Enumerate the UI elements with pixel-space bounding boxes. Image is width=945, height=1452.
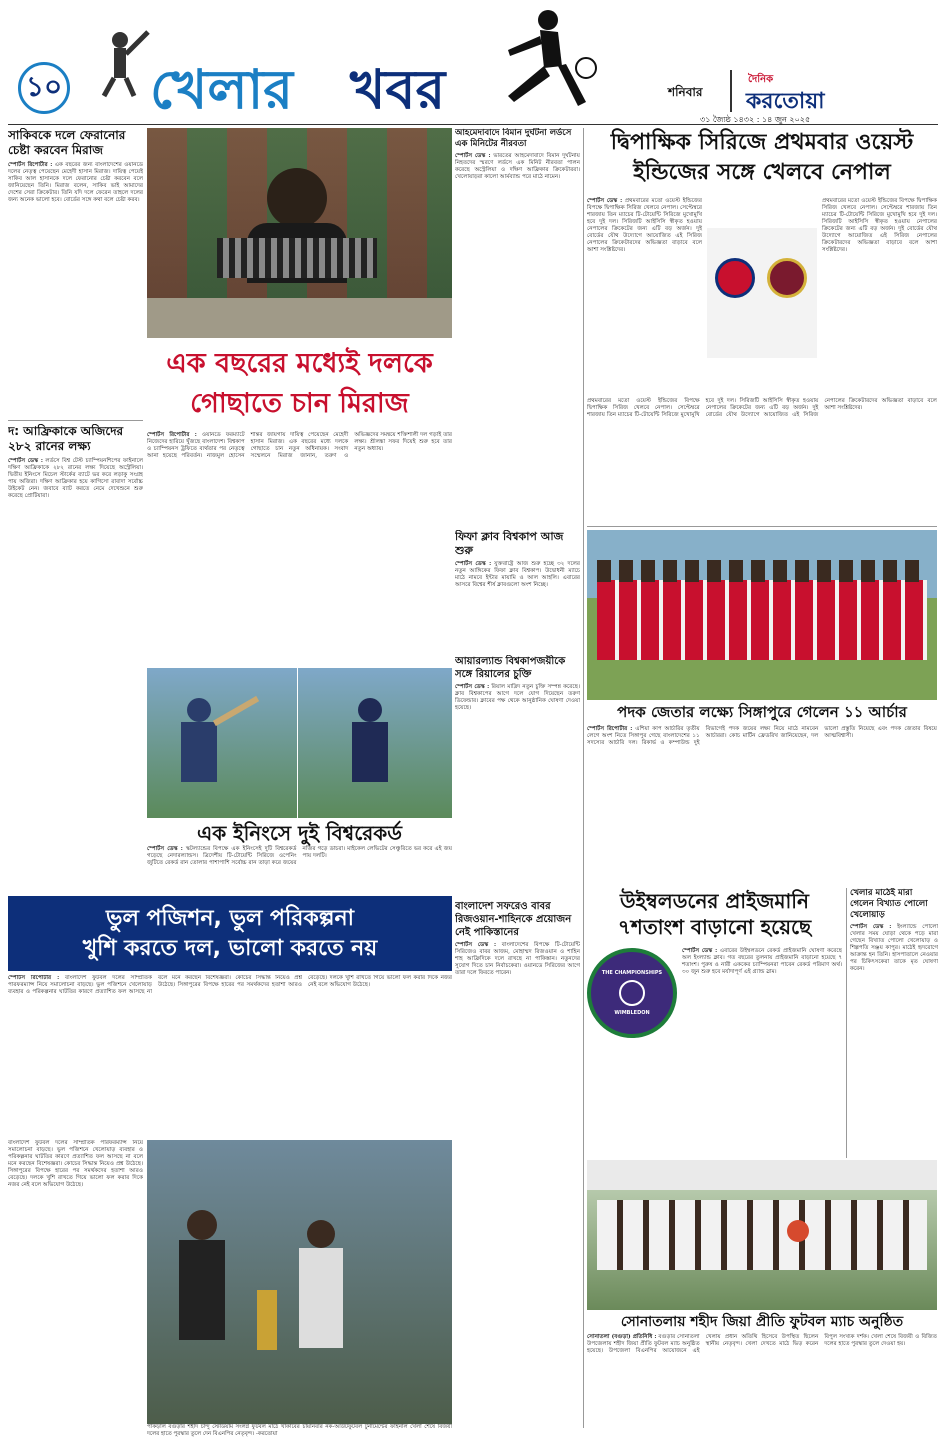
body-text: বগুড়ার সোনাতলা উপজেলায় শহীদ জিয়া প্রীতি ফুটবল ম্যাচ অনুষ্ঠিত হয়েছে। উপজেলা বিএনপির আয়োজনে এই খেলায় প্রধান অতিথি হিসেবে উপস্থিত ছিলেন স্থানীয় নেতৃবৃন্দ। খেলা দেখতে মাঠে ভিড় করেন বিপুল সংখ্যক দর্শক। খেলা শেষে বিজয়ী ও বিজিত দলের হাতে পুরস্কার তুলে দেওয়া হয়। bbox=[587, 1334, 937, 1354]
article-ad-side bbox=[8, 1140, 143, 1440]
wimbledon-logo-bottom: WIMBLEDON bbox=[614, 1010, 650, 1016]
masthead-title-part2: খবর bbox=[350, 58, 446, 121]
article-nepal bbox=[587, 128, 937, 526]
body-text: স্কটল্যান্ডের বিপক্ষে এক ইনিংসেই দুটি বিশ্বরেকর্ড গড়েছে নেদারল্যান্ডস। ত্রিদেশীয় টি-টোয়েন্টি সিরিজে ওপেনিং জুটিতে রেকর্ড রান তোলার পাশাপাশি সর্বোচ্চ রান তাড়া করে জয়ের নজির গড়ে ডাচরা। মাইকেল লেভিটের সেঞ্চুরিতে ভর করে এই জয় পায় দলটি। bbox=[147, 846, 452, 866]
ad-line1: ভুল পজিশন, ভুল পরিকল্পনা bbox=[106, 905, 354, 931]
wicketkeeper-photo bbox=[298, 668, 452, 818]
body-text: বাংলাদেশের বিপক্ষে টি-টোয়েন্টি সিরিজেও বাবর আজম, মোহাম্মদ রিজওয়ান ও শাহিন শাহ আফ্রিদিকে দলে রাখছে না পাকিস্তান। নতুনদের সুযোগ দিতে চান নির্বাচকেরা। ওয়ানডে সিরিজের আগে তারা দলে ফিরতে পারেন। bbox=[455, 942, 580, 976]
trophy-ceremony-photo bbox=[147, 1140, 452, 1424]
nepal-flag-icon bbox=[715, 258, 755, 298]
page-number-badge bbox=[18, 62, 70, 114]
page-number: ১০ bbox=[25, 69, 63, 103]
body-text: যুক্তরাষ্ট্রে আজ শুরু হচ্ছে ৩২ দলের নতুন আঙ্গিকের ফিফা ক্লাব বিশ্বকাপ। উদ্বোধনী ম্যাচে মাঠে নামবে ইন্টার মায়ামি ও আল আহলি। এবারের আসরে বিশ্বের শীর্ষ ক্লাবগুলো অংশ নিচ্ছে। bbox=[455, 561, 580, 588]
body-text: এক বছরের জন্য বাংলাদেশের ওয়ানডে দলের নেতৃত্ব পেয়েছেন মেহেদী হাসান মিরাজ। দায়িত্ব পেয়েই সাকিব আল হাসানকে দলে ফেরানোর চেষ্টা করবেন বলে জানিয়েছেন তিনি। মিরাজ বলেন, সাকিব ভাই আমাদের দেশের সেরা ক্রিকেটার। তিনি যদি দলে ফেরেন তাহলে দলের জন্য অনেক ভালো হবে। বোর্ডের সঙ্গে কথা বলে চেষ্টা করব। bbox=[8, 162, 143, 203]
brand-prefix: দৈনিক bbox=[748, 74, 774, 85]
masthead-date: ৩১ জ্যৈষ্ঠ ১৪৩২ : ১৪ জুন ২০২৫ bbox=[700, 115, 811, 124]
masthead-title-part1: খেলার bbox=[150, 58, 293, 121]
headline: খেলার মাঠেই মারা গেলেন বিখ্যাত পোলো খেলোয়াড় bbox=[850, 888, 928, 920]
byline: স্পোর্টস ডেস্ক : bbox=[8, 458, 43, 464]
body-text-cont: প্রথমবারের মতো ওয়েস্ট ইন্ডিজের বিপক্ষে দ্বিপাক্ষিক সিরিজ খেলবে নেপাল। সেপ্টেম্বরে শারজায় তিন ম্যাচের টি-টোয়েন্টি সিরিজে মুখোমুখি হবে দুই দল। সিরিজটি আইসিসি স্বীকৃত হওয়ায় নেপালের ক্রিকেটের জন্য এটি বড় অর্জন। দুই বোর্ডের যৌথ উদ্যোগে আয়োজিত এই সিরিজ নেপালের ক্রিকেটারদের অভিজ্ঞতা বাড়াবে বলে আশা সংশ্লিষ্টদের। bbox=[822, 198, 937, 253]
article-record bbox=[147, 820, 452, 898]
article-ireland bbox=[455, 655, 580, 835]
headline: দ: আফ্রিকাকে অজিদের ২৮২ রানের লক্ষ্য bbox=[8, 424, 124, 453]
headline: আয়ারল্যান্ড বিশ্বকাপজয়ীকে সঙ্গে রিয়ালের চুক্তি bbox=[455, 656, 566, 680]
article-ad-body bbox=[8, 975, 452, 1135]
person-silhouette bbox=[267, 168, 327, 228]
article-sa bbox=[8, 424, 143, 894]
ad-banner bbox=[8, 896, 452, 971]
byline: সোনাতলা (বগুড়া) প্রতিনিধি : bbox=[587, 1334, 657, 1340]
flags-graphic bbox=[707, 228, 817, 358]
ad-line2: খুশি করতে দল, ভালো করতে নয় bbox=[82, 935, 378, 961]
tennis-racket-icon bbox=[619, 980, 645, 1006]
article-bangladesh bbox=[455, 900, 580, 1420]
cricket-player-icon bbox=[90, 28, 150, 98]
wimbledon-logo bbox=[587, 948, 677, 1038]
masthead bbox=[0, 0, 945, 125]
byline: স্পোর্টস রিপোর্টার : bbox=[8, 975, 60, 981]
headline: এক বছরের মধ্যেই দলকে গোছাতে চান মিরাজ bbox=[166, 348, 433, 419]
headline: দ্বিপাক্ষিক সিরিজে প্রথমবার ওয়েস্ট ইন্ডিজের সঙ্গে খেলবে নেপাল bbox=[610, 130, 914, 185]
byline: স্পোর্টস ডেস্ক : bbox=[147, 846, 183, 852]
article-sonatala bbox=[587, 1312, 937, 1447]
body-text: এবারের উইম্বলডনে রেকর্ড প্রাইজমানি ঘোষণা করেছে অল ইংল্যান্ড ক্লাব। গত বছরের তুলনায় প্রাইজমানি বাড়ানো হয়েছে ৭ শতাংশ। পুরুষ ও নারী এককের চ্যাম্পিয়নরা পাবেন রেকর্ড পরিমাণ অর্থ। ৩০ জুন শুরু হবে মর্যাদাপূর্ণ এই গ্র্যান্ড স্লাম। bbox=[682, 948, 842, 975]
article-lords bbox=[455, 128, 580, 268]
headline: বাংলাদেশ সফরেও বাবর রিজওয়ান-শাহিনকে প্রয়োজন নেই পাকিস্তানের bbox=[455, 901, 572, 938]
byline: স্পোর্টস ডেস্ক : bbox=[587, 198, 623, 204]
miraz-press-photo bbox=[147, 128, 452, 338]
archery-team-photo bbox=[587, 530, 937, 700]
article-wimbledon bbox=[587, 888, 842, 1158]
byline: স্পোর্টস ডেস্ক : bbox=[682, 948, 718, 954]
headline: সাকিবকে দলে ফেরানোর চেষ্টা করবেন মিরাজ bbox=[8, 128, 126, 157]
byline: স্পোর্টস রিপোর্টার : bbox=[587, 726, 633, 732]
byline: স্পোর্টস ডেস্ক : bbox=[455, 942, 497, 948]
byline: স্পোর্টস রিপোর্টার : bbox=[8, 162, 53, 168]
rosette-icon bbox=[787, 1220, 809, 1242]
article-miraz bbox=[147, 340, 452, 655]
article-fifa bbox=[455, 530, 580, 640]
body-text: এশিয়া কাপ আর্চারির তৃতীয় লেগে অংশ নিতে সিঙ্গাপুর গেছে বাংলাদেশের ১১ সদস্যের আর্চারি দল। রিকার্ভ ও কম্পাউন্ড দুই বিভাগেই পদক জয়ের লক্ষ্য নিয়ে মাঠে নামবেন আর্চাররা। কোচ মার্টিন ফ্রেডরিখ জানিয়েছেন, দল ভালো প্রস্তুতি নিয়েছে এবং পদক জেতার বিষয়ে আত্মবিশ্বাসী। bbox=[587, 726, 937, 746]
microphones bbox=[217, 238, 377, 278]
wimbledon-logo-top: THE CHAMPIONSHIPS bbox=[601, 970, 663, 976]
body-text: বাংলাদেশ ফুটবল দলের সাম্প্রতিক পারফরম্যান্স নিয়ে সমালোচনা বাড়ছে। ভুল পজিশনে খেলোয়াড় ব্যবহার ও পরিকল্পনার ঘাটতির কারণে প্রত্যাশিত ফল আসছে না বলে মনে করছেন বিশেষজ্ঞরা। কোচের সিদ্ধান্ত নিয়েও প্রশ্ন উঠেছে। সিঙ্গাপুরের বিপক্ষে হারের পর সমর্থকদের হতাশা আরও বেড়েছে। দলকে খুশি রাখতে গিয়ে ভালো ফল করার দিকে নজর নেই বলে অভিযোগ উঠেছে। bbox=[8, 975, 452, 995]
footballer-icon bbox=[478, 6, 598, 118]
headline: এক ইনিংসে দুই বিশ্বরেকর্ড bbox=[197, 821, 402, 845]
masthead-day: শনিবার bbox=[668, 85, 703, 99]
sonatala-event-photo bbox=[587, 1160, 937, 1310]
trophy bbox=[257, 1290, 277, 1350]
headline: সোনাতলায় শহীদ জিয়া প্রীতি ফুটবল ম্যাচ অনুষ্ঠিত bbox=[620, 1314, 904, 1330]
article-polo bbox=[846, 888, 938, 1158]
headline: আহমেদাবাদে বিমান দুর্ঘটনা লর্ডসে এক মিনিটের নীরবতা bbox=[455, 128, 572, 149]
caption-text: পাকড়াল বগুড়ার শহীদ চান্দু স্টেডিয়াম সংলগ্ন ফুটবল মাঠে খাকাবের চায়ানবার নক-আউটফুটবল টুর্নামেন্টের ফাইনাল খেলা শেষে বিজয়ী দলের হাতে পুরস্কার তুলে দেন বিএনপির নেতৃবৃন্দ। bbox=[147, 1424, 452, 1437]
body-text: ইংল্যান্ডে পোলো খেলার সময় ঘোড়া থেকে পড়ে মারা গেছেন বিখ্যাত পোলো খেলোয়াড় ও শিল্পপতি সঞ্জয় কাপুর। মাঠেই হৃদরোগে আক্রান্ত হন তিনি। হাসপাতালে নেওয়ার পর চিকিৎসকেরা তাকে মৃত ঘোষণা করেন। bbox=[850, 924, 938, 972]
headline: উইম্বলডনের প্রাইজমানি ৭শতাংশ বাড়ানো হয়েছে bbox=[617, 889, 812, 939]
body-text: রিয়াল মাদ্রিদ নতুন চুক্তি সম্পন্ন করেছে। ক্লাব বিশ্বকাপের আগে দলে যোগ দিয়েছেন তরুণ ডিফেন্ডার। ক্লাবের পক্ষ থেকে আনুষ্ঠানিক ঘোষণা দেওয়া হয়েছে। bbox=[455, 684, 580, 711]
body-text: বাংলাদেশ ফুটবল দলের সাম্প্রতিক পারফরম্যান্স নিয়ে সমালোচনা বাড়ছে। ভুল পজিশনে খেলোয়াড় ব্যবহার ও পরিকল্পনার ঘাটতির কারণে প্রত্যাশিত ফল আসছে না বলে মনে করছেন বিশেষজ্ঞরা। কোচের সিদ্ধান্ত নিয়েও প্রশ্ন উঠেছে। সিঙ্গাপুরের বিপক্ষে হারের পর সমর্থকদের হতাশা আরও বেড়েছে। দলকে খুশি রাখতে গিয়ে ভালো ফল করার দিকে নজর নেই বলে অভিযোগ উঠেছে। bbox=[8, 1140, 143, 1188]
article-archer bbox=[587, 702, 937, 887]
caption-credit: -করতোয়া bbox=[255, 1431, 278, 1437]
byline: স্পোর্টস ডেস্ক : bbox=[455, 684, 490, 690]
body-text: লর্ডসে বিশ্ব টেস্ট চ্যাম্পিয়নশিপের ফাইনালে দক্ষিণ আফ্রিকাকে ২৮২ রানের লক্ষ্য দিয়েছে অস্ট্রেলিয়া। দ্বিতীয় ইনিংসে মিচেল স্টার্কের ব্যাটে ভর করে লড়াকু সংগ্রহ পায় অজিরা। দক্ষিণ আফ্রিকার হয়ে কাগিসো রাবাদা সর্বোচ্চ উইকেট নেন। জবাবে ব্যাট করতে নেমে দেখেশুনে শুরু করেছে প্রোটিয়ারা। bbox=[8, 458, 143, 499]
cricket-batting-photo bbox=[147, 668, 297, 818]
westindies-flag-icon bbox=[767, 258, 807, 298]
byline: স্পোর্টস ডেস্ক : bbox=[455, 153, 491, 159]
brand-name: করতোয়া bbox=[746, 89, 825, 114]
body-text-more: প্রথমবারের মতো ওয়েস্ট ইন্ডিজের বিপক্ষে দ্বিপাক্ষিক সিরিজ খেলবে নেপাল। সেপ্টেম্বরে শারজায় তিন ম্যাচের টি-টোয়েন্টি সিরিজে মুখোমুখি হবে দুই দল। সিরিজটি আইসিসি স্বীকৃত হওয়ায় নেপালের ক্রিকেটের জন্য এটি বড় অর্জন। দুই বোর্ডের যৌথ উদ্যোগে আয়োজিত এই সিরিজ নেপালের ক্রিকেটারদের অভিজ্ঞতা বাড়াবে বলে আশা সংশ্লিষ্টদের। bbox=[587, 398, 937, 418]
headline: পদক জেতার লক্ষ্যে সিঙ্গাপুরে গেলেন ১১ আর্চার bbox=[617, 703, 907, 721]
body-text: প্রথমবারের মতো ওয়েস্ট ইন্ডিজের বিপক্ষে দ্বিপাক্ষিক সিরিজ খেলবে নেপাল। সেপ্টেম্বরে শারজায় তিন ম্যাচের টি-টোয়েন্টি সিরিজে মুখোমুখি হবে দুই দল। সিরিজটি আইসিসি স্বীকৃত হওয়ায় নেপালের ক্রিকেটের জন্য এটি বড় অর্জন। দুই বোর্ডের যৌথ উদ্যোগে আয়োজিত এই সিরিজ নেপালের ক্রিকেটারদের অভিজ্ঞতা বাড়াবে বলে আশা সংশ্লিষ্টদের। bbox=[587, 198, 702, 253]
byline: স্পোর্টস রিপোর্টার : bbox=[147, 432, 197, 438]
photo-caption bbox=[147, 1424, 452, 1448]
headline: ফিফা ক্লাব বিশ্বকাপ আজ শুরু bbox=[455, 530, 564, 557]
byline: স্পোর্টস ডেস্ক : bbox=[455, 561, 492, 567]
body-text: ওয়ানডে ফরম্যাটে নিজেদের হারিয়ে খুঁজছে বাংলাদেশ। বিশ্বকাপ ও চ্যাম্পিয়নস ট্রফিতে ব্যর্থতার পর নেতৃত্বে আনা হয়েছে পরিবর্তন। নাজমুল হোসেন শান্তর জায়গায় দায়িত্ব পেয়েছেন মেহেদী হাসান মিরাজ। এক বছরের মধ্যে দলকে গোছাতে চান নতুন অধিনায়ক। সংবাদ সম্মেলনে মিরাজ জানান, তরুণ ও অভিজ্ঞদের সমন্বয়ে শক্তিশালী দল গড়াই তার লক্ষ্য। শ্রীলঙ্কা সফর দিয়েই শুরু হবে তার নতুন অধ্যায়। bbox=[147, 432, 452, 459]
byline: স্পোর্টস ডেস্ক : bbox=[850, 924, 892, 930]
article-sakib bbox=[8, 128, 143, 418]
body-text: ভারতের আহমেদাবাদে বিমান দুর্ঘটনায় নিহতদের স্মরণে লর্ডসে এক মিনিট নীরবতা পালন করেছে অস্ট্রেলিয়া ও দক্ষিণ আফ্রিকার ক্রিকেটাররা। খেলোয়াড়রা কালো আর্মব্যান্ড পরে মাঠে নামেন। bbox=[455, 153, 580, 180]
